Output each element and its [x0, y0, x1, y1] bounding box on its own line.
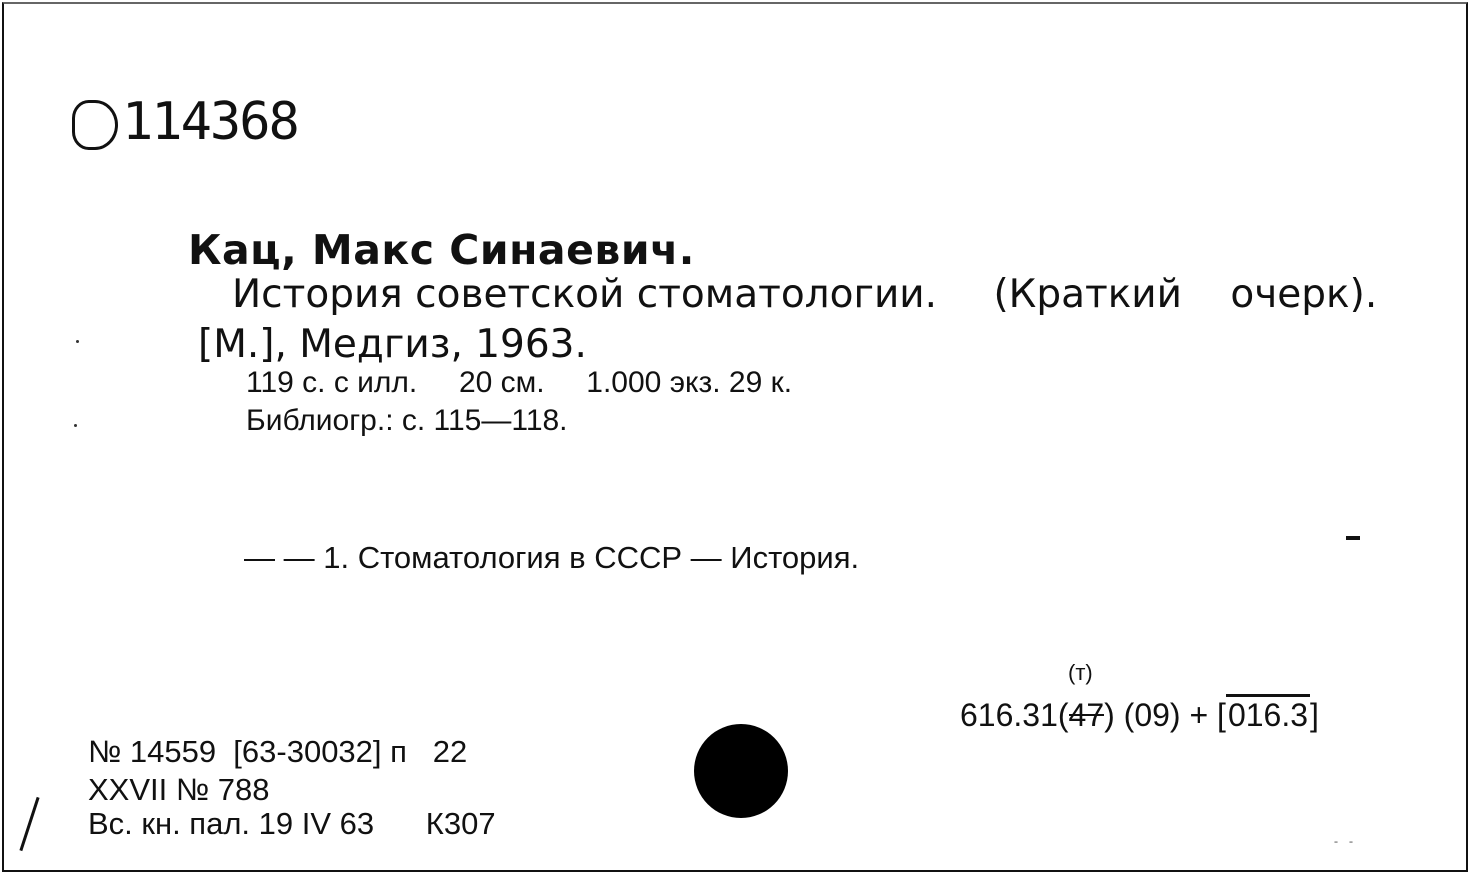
footer-line-3: Вс. кн. пал. 19 IV 63 К307 — [88, 806, 496, 841]
classification-number — [960, 694, 1319, 734]
call-number-text: 114368 — [122, 92, 298, 152]
bibliography-note: Библиогр.: с. 115—118. — [246, 404, 568, 437]
speck-mark — [76, 340, 79, 343]
speck-mark — [74, 424, 77, 427]
footer-line-1: № 14559 [63-30032] п 22 — [88, 734, 468, 769]
classification-superscript: (т) — [1068, 660, 1093, 685]
classification-rest: ) (09) + [ — [1104, 697, 1226, 733]
footer-line-2: XXVII № 788 — [88, 772, 270, 807]
subject-heading: — — 1. Стоматология в СССР — История. — [244, 540, 860, 575]
handwritten-call-number — [72, 92, 298, 152]
book-title — [232, 272, 1377, 317]
title-main: История советской стоматологии. — [232, 272, 938, 317]
publication-info: [М.], Медгиз, 1963. — [198, 322, 587, 367]
stamp-circle-icon — [72, 100, 118, 150]
classification-struck: 47 — [1068, 697, 1105, 733]
title-note-1: (Краткий — [993, 272, 1182, 317]
classification-main: 616.31( — [960, 697, 1069, 733]
title-note-2: очерк). — [1230, 272, 1378, 317]
physical-description: 119 с. с илл. 20 см. 1.000 экз. 29 к. — [246, 366, 793, 399]
classification-close: ] — [1310, 697, 1319, 733]
punch-hole — [694, 724, 788, 818]
author-name: Кац, Макс Синаевич. — [188, 226, 695, 274]
edge-dashes: - - — [1334, 834, 1357, 848]
corner-mark — [1346, 536, 1360, 540]
classification-boxed: 016.3 — [1226, 694, 1310, 734]
